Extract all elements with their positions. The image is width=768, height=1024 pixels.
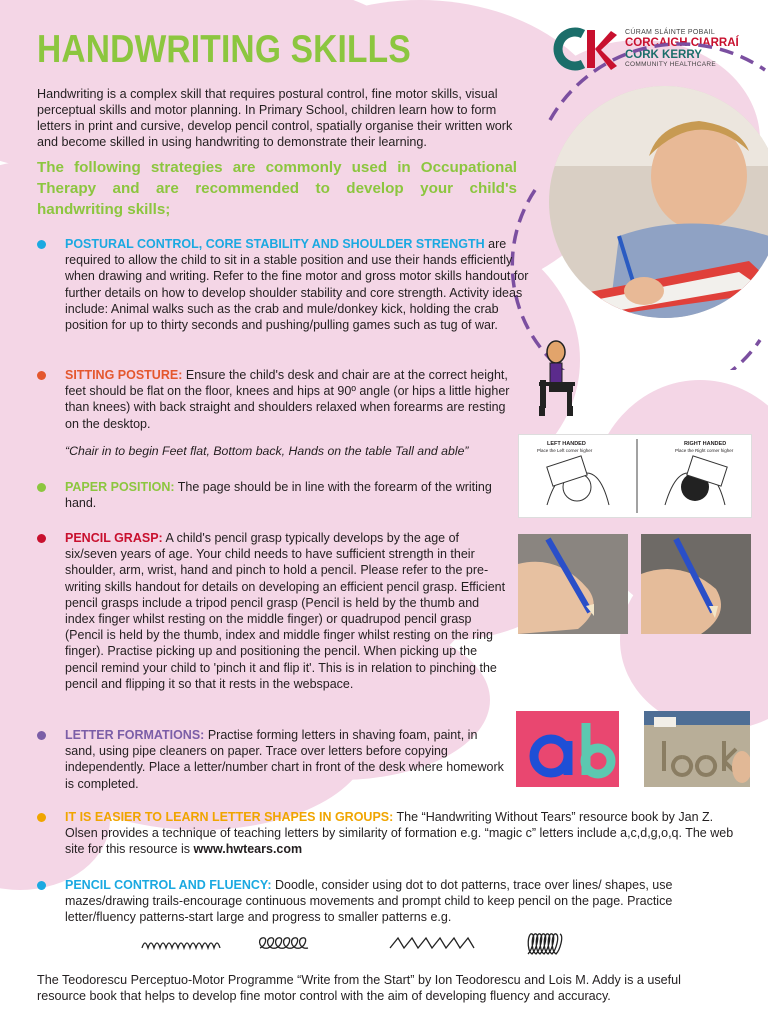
fluency-patterns-illustration	[140, 930, 620, 958]
section-heading: PAPER POSITION:	[65, 480, 175, 494]
left-handed-label: LEFT HANDED	[547, 441, 586, 447]
intro-paragraph: Handwriting is a complex skill that requires postural control, fine motor skills, visual perceptual skills and motor planning. In Primary School, children learn how to form letters in print and cursive, develop pencil control, spatially organise their written work and become skilled in using handwriting to demonstrate their learning.	[37, 87, 513, 149]
quadrupod-grasp-photo	[641, 534, 751, 634]
lead-paragraph: The following strategies are commonly used in Occupational Therapy and are recommended to develop your child's handwriting skills;	[37, 159, 517, 218]
pattern-cursive-e	[260, 938, 308, 949]
pattern-zigzag	[390, 938, 474, 948]
section-text: Ensure the child's desk and chair are at the correct height, feet should be flat on the floor, knees and hips at 90º angle (or hips a little higher than knees) with back straight and shoulders relaxed when forearms are resting on the desktop.	[65, 368, 510, 431]
right-handed-sub: Place the Right corner higher	[675, 448, 734, 453]
posture-quote: “Chair in to begin Feet flat, Bottom back, Hands on the table Tall and able”	[65, 444, 469, 458]
section-heading: LETTER FORMATIONS:	[65, 728, 205, 742]
section-body	[65, 530, 512, 692]
section-body	[65, 236, 537, 333]
section-heading: SITTING POSTURE:	[65, 368, 183, 382]
section-text: are required to allow the child to sit in a stable position and use their hands efficiently when drawing and writing. Refer to the fine motor and gross motor skills handout for further details on how to develop shoulder stability and core strength. Activity ideas include: Animal walks such as the crab and mule/donkey kick, holding the crab position for up to thirty seconds and pushing/pulling games such as tug of war.	[65, 237, 529, 333]
logo-line-english: CORK KERRY	[625, 49, 702, 61]
section-text: Practise forming letters in shaving foam, paint, in sand, using pipe cleaners on paper. Trace over letters before copying independently. Place a letter/number chart in front of the desk where homework is completed.	[65, 728, 504, 791]
sand-letters-photo	[644, 711, 750, 787]
footer-paragraph: The Teodorescu Perceptuo-Motor Programme “Write from the Start” by Ion Teodorescu and Lois M. Addy is a useful resource book that helps to develop fine motor control with the aim of developing fluency and accuracy.	[37, 973, 681, 1003]
section-text: The page should be in line with the forearm of the writing hand.	[65, 480, 492, 511]
tripod-grasp-photo	[518, 534, 628, 634]
logo-line-irish: CORCAIGH CIARRAÍ	[625, 37, 739, 49]
right-handed-label: RIGHT HANDED	[684, 441, 727, 447]
bullet-dot	[37, 534, 46, 543]
section-body	[65, 479, 517, 511]
section-text: Doodle, consider using dot to dot patterns, trace over lines/ shapes, use mazes/drawing trails-encourage continuous movements and prompt child to keep pencil on the page. Practice letter/fluency patterns-start large and progress to smaller patterns e.g.	[65, 878, 673, 925]
section-text: A child's pencil grasp typically develops by the age of six/seven years of age. Your child needs to have sufficient strength in their shoulder, arm, wrist, hand and pinch to hold a pencil. Please refer to the pre-writing skills handout for details on developing an efficient pencil grasp. Efficient pencil grasps include a tripod pencil grasp (Pencil is held by the thumb and index finger whilst resting on the middle finger) or quadrupod pencil grasp (Pencil is held by the thumb, index and middle finger whilst resting on the ring finger). Practise picking up and positioning the pencil. When picking up the pencil remind your child to 'pinch it and flip it'. This is in relation to pinching the pencil and flipping it so that it rests in the webspace.	[65, 531, 506, 691]
section-body	[65, 727, 507, 792]
section-paper-position	[37, 479, 517, 511]
section-heading: PENCIL CONTROL AND FLUENCY:	[65, 878, 272, 892]
pattern-small-loops	[142, 943, 220, 948]
section-body	[65, 877, 727, 926]
pattern-tall-loops	[528, 934, 562, 954]
bullet-dot	[37, 240, 46, 249]
section-letter-groups	[37, 809, 737, 858]
section-pencil-grasp	[37, 530, 512, 692]
sitting-child-pictogram	[527, 340, 583, 420]
logo-line-irish-sub: CÚRAM SLÁINTE POBAIL	[625, 29, 716, 36]
bullet-dot	[37, 881, 46, 890]
section-body	[65, 809, 737, 858]
paper-position-diagram	[518, 434, 752, 518]
section-sitting-posture	[37, 367, 519, 432]
bullet-dot	[37, 483, 46, 492]
section-heading: IT IS EASIER TO LEARN LETTER SHAPES IN GROUPS:	[65, 810, 394, 824]
bullet-dot	[37, 813, 46, 822]
page-title: HANDWRITING SKILLS	[37, 28, 411, 71]
child-writing-photo	[549, 86, 768, 318]
logo-line-english-sub: COMMUNITY HEALTHCARE	[625, 61, 716, 68]
section-body	[65, 367, 519, 432]
play-dough-letters-photo	[516, 711, 619, 787]
section-text: The “Handwriting Without Tears” resource book by Jan Z. Olsen provides a technique of teaching letters by similarity of formation e.g. “magic c” letters include a,c,d,g,o,q. The web site for this resource is	[65, 810, 734, 857]
resource-website-link[interactable]: www.hwtears.com	[193, 842, 303, 857]
bullet-dot	[37, 731, 46, 740]
left-handed-sub: Place the Left corner higher	[537, 448, 593, 453]
section-heading: POSTURAL CONTROL, CORE STABILITY AND SHOULDER STRENGTH	[65, 237, 485, 251]
bullet-dot	[37, 371, 46, 380]
section-letter-formations	[37, 727, 507, 792]
section-postural-control	[37, 236, 537, 333]
section-heading: PENCIL GRASP:	[65, 531, 163, 545]
section-pencil-control	[37, 877, 727, 926]
